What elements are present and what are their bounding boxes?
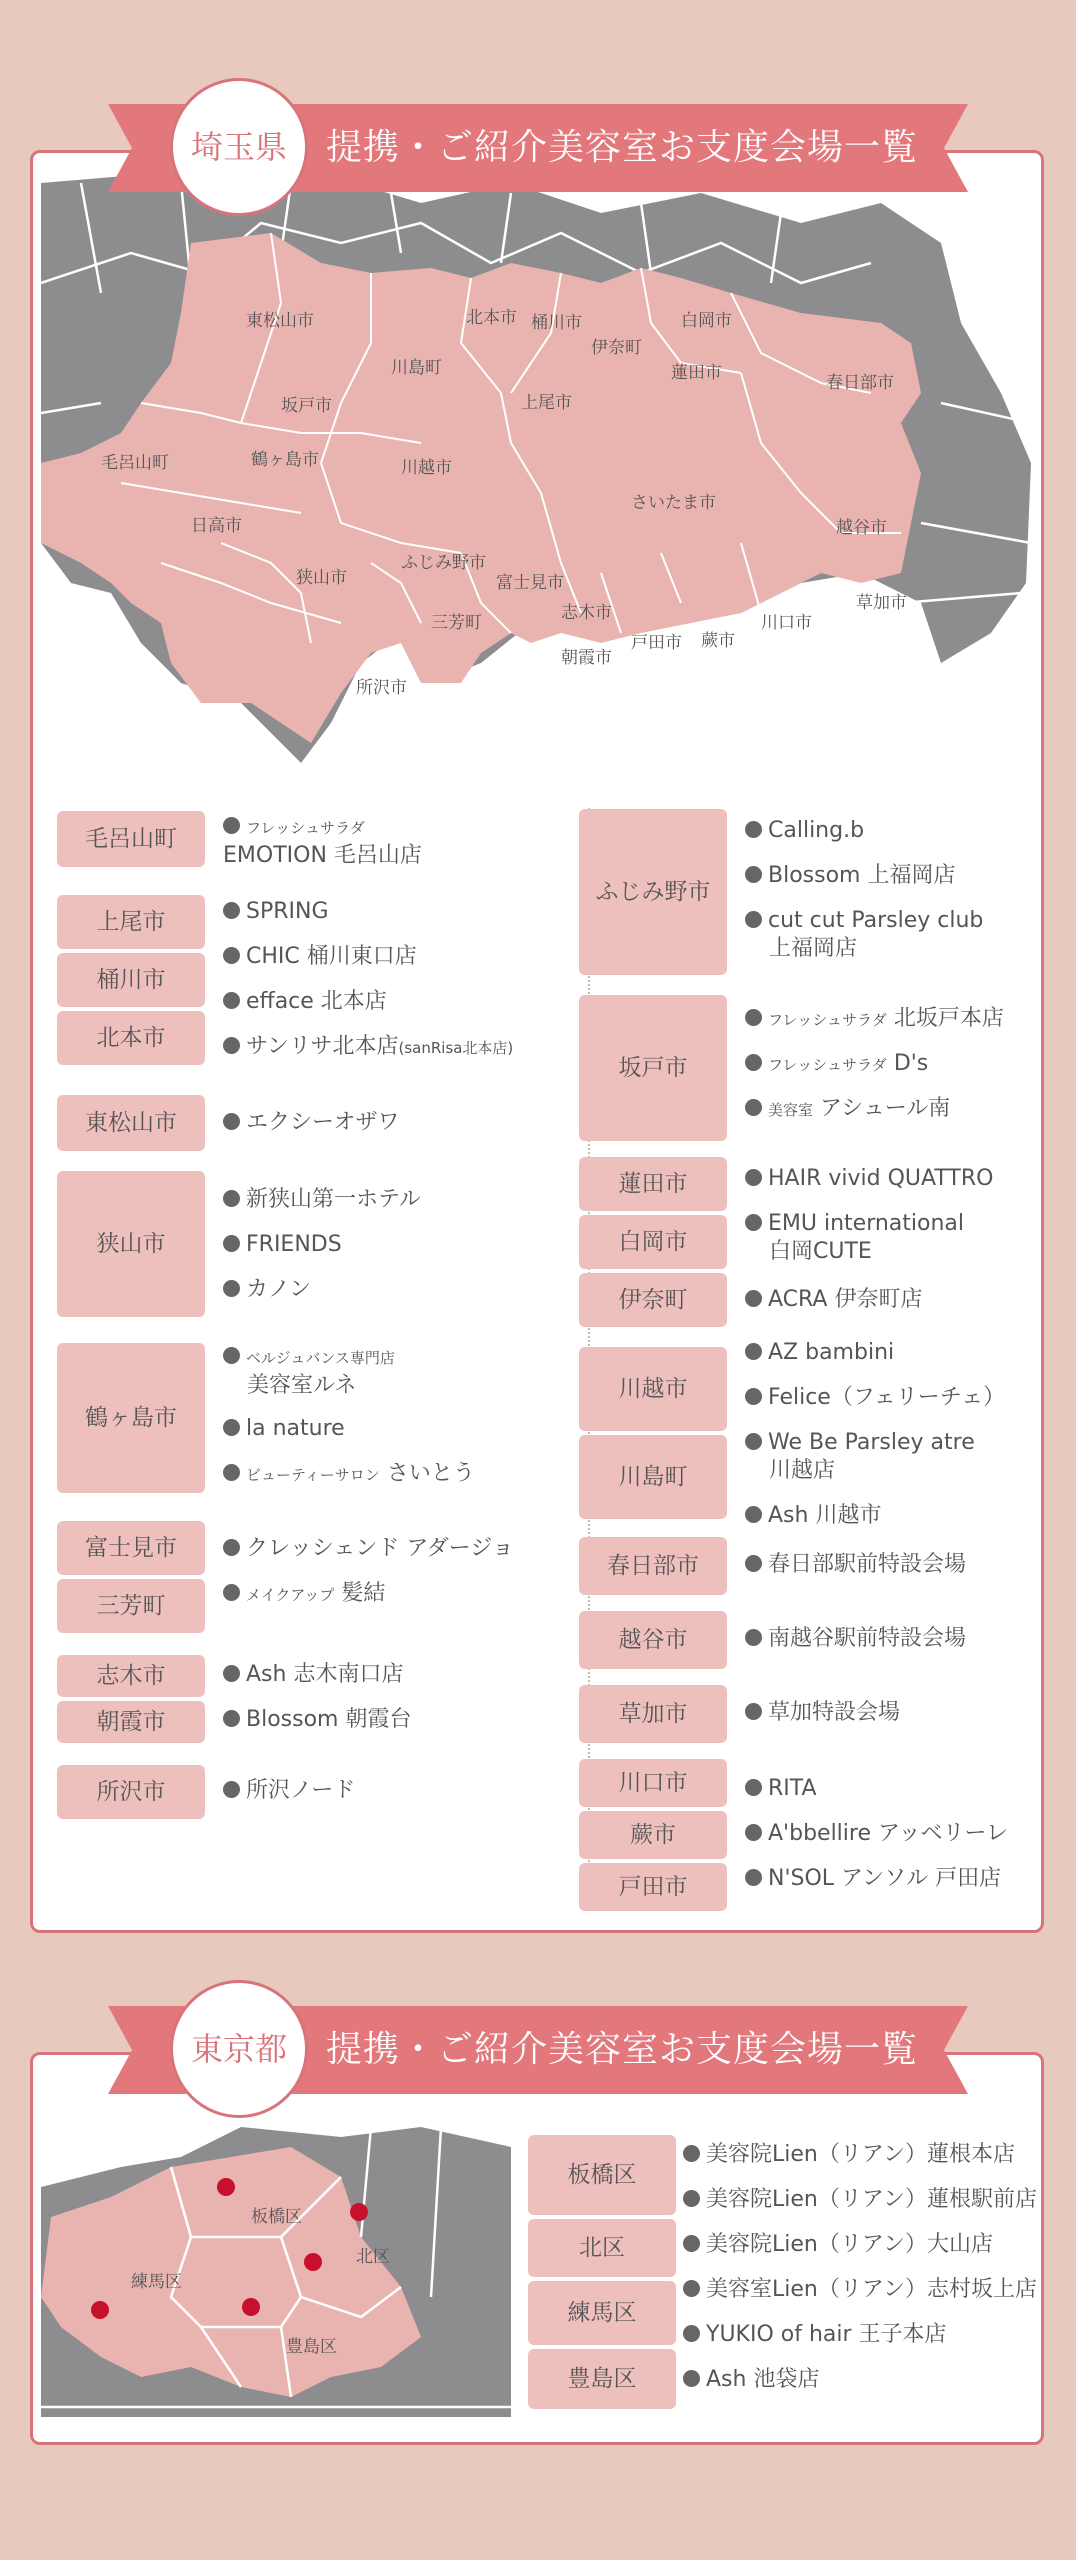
area-box-toda (579, 1863, 727, 1911)
area-box-toshima (528, 2349, 676, 2409)
area-box-kitamoto (57, 1011, 205, 1065)
shop-name: 美容室Lien（リアン）志村坂上店 (706, 2277, 1037, 2302)
area-box-higashimatsuyama (57, 1095, 205, 1151)
shop-name: cut cut Parsley club (768, 908, 984, 933)
shop-name: エクシーオザワ (246, 1110, 400, 1135)
map-label-koshigaya: 越谷市 (836, 518, 887, 538)
shop-name: 美容院Lien（リアン）蓮根本店 (706, 2142, 1015, 2167)
shop-entry[interactable] (223, 898, 329, 926)
bullet-icon (683, 2145, 700, 2162)
map-label-higashimatsuyama: 東松山市 (246, 311, 314, 331)
area-box-tokorozawa (57, 1765, 205, 1819)
bullet-icon (745, 1824, 762, 1841)
shop-name: AZ bambini (768, 1340, 895, 1365)
shop-name: Calling.b (768, 818, 865, 843)
area-box-kawajima (579, 1435, 727, 1519)
area-label: 越谷市 (618, 1627, 688, 1653)
area-label: 朝霞市 (96, 1709, 166, 1735)
shop-name: クレッシェンド アダージョ (246, 1536, 514, 1561)
map-label-fujimi: 富士見市 (496, 573, 564, 593)
bullet-icon (745, 1214, 762, 1231)
bullet-icon (745, 1703, 762, 1720)
tokyo-badge: 東京都 (170, 1980, 308, 2118)
map-label-ina: 伊奈町 (591, 338, 642, 358)
shop-entry[interactable] (745, 1502, 881, 1530)
area-box-sakado (579, 995, 727, 1141)
area-label: 所沢市 (96, 1779, 166, 1805)
map-label-miyoshi: 三芳町 (431, 613, 482, 633)
area-box-ina (579, 1273, 727, 1327)
shop-entry[interactable] (223, 1706, 411, 1734)
bullet-icon (223, 1280, 240, 1297)
location-marker[interactable] (350, 2203, 368, 2221)
shop-name-cont: 上福岡店 (769, 936, 858, 961)
bullet-icon (223, 902, 240, 919)
area-box-asaka (57, 1701, 205, 1743)
area-label: 春日部市 (607, 1553, 699, 1579)
area-box-warabi (579, 1811, 727, 1859)
shop-entry[interactable] (745, 1384, 1005, 1412)
shop-name: さいとう (386, 1461, 475, 1486)
area-box-kita (528, 2219, 676, 2277)
bullet-icon (745, 1555, 762, 1572)
map-label-soka: 草加市 (856, 593, 907, 613)
shop-name: 北坂戸本店 (893, 1006, 1004, 1031)
area-label: 蓮田市 (618, 1171, 688, 1197)
shop-name: EMOTION 毛呂山店 (223, 843, 422, 868)
map-label-nerima: 練馬区 (131, 2272, 182, 2292)
shop-name-cont: 白岡CUTE (769, 1239, 872, 1264)
shop-entry[interactable] (683, 2276, 1037, 2304)
area-box-moroyama (57, 811, 205, 867)
area-label: 東松山市 (85, 1110, 177, 1136)
area-label: 北本市 (96, 1025, 166, 1051)
tokyo-section (30, 2052, 1044, 2445)
saitama-banner (108, 104, 968, 192)
bullet-icon (683, 2235, 700, 2252)
shop-entry[interactable] (745, 1005, 1004, 1034)
saitama-map-svg (41, 163, 1036, 763)
map-label-toshima: 豊島区 (286, 2337, 337, 2357)
shop-name: Ash 池袋店 (706, 2367, 820, 2392)
bullet-icon (745, 1869, 762, 1886)
bullet-icon (223, 1710, 240, 1727)
map-label-fujimino: ふじみ野市 (401, 553, 486, 573)
bullet-icon (223, 1113, 240, 1130)
map-label-itabashi: 板橋区 (251, 2207, 302, 2227)
bullet-icon (745, 821, 762, 838)
area-label: 坂戸市 (618, 1055, 688, 1081)
shop-entry[interactable] (745, 1865, 1001, 1893)
shop-entry[interactable] (745, 1210, 964, 1266)
shop-entry[interactable] (223, 1033, 513, 1062)
bullet-icon (745, 1169, 762, 1186)
bullet-icon (745, 1054, 762, 1071)
area-box-tsurugashima (57, 1343, 205, 1493)
bullet-icon (223, 1665, 240, 1682)
shop-entry[interactable] (745, 1429, 975, 1485)
shop-name: 南越谷駅前特設会場 (768, 1626, 967, 1651)
bullet-icon (683, 2370, 700, 2387)
shop-name: カノン (246, 1277, 312, 1302)
shop-entry[interactable] (683, 2321, 947, 2349)
area-box-koshigaya (579, 1611, 727, 1669)
shop-entry[interactable] (223, 813, 422, 870)
shop-entry[interactable] (745, 817, 864, 845)
shop-entry[interactable] (745, 907, 983, 963)
shop-name: CHIC 桶川東口店 (246, 944, 417, 969)
shop-name: A'bbellire アッベリーレ (768, 1821, 1009, 1846)
area-label: 草加市 (618, 1701, 688, 1727)
shop-name: Ash 志木南口店 (246, 1662, 404, 1687)
bullet-icon (223, 817, 240, 834)
map-label-kitamoto: 北本市 (466, 308, 517, 328)
shop-entry[interactable] (745, 1820, 1008, 1848)
map-label-kawajima: 川島町 (391, 358, 442, 378)
shop-name: 美容院Lien（リアン）大山店 (706, 2232, 993, 2257)
area-box-kawaguchi (579, 1759, 727, 1807)
area-box-shiki (57, 1655, 205, 1697)
map-label-okegawa: 桶川市 (531, 313, 582, 333)
shop-name-cont: 川越店 (769, 1458, 836, 1483)
area-box-fujimino (579, 809, 727, 975)
bullet-icon (223, 1781, 240, 1798)
area-box-ageo (57, 895, 205, 949)
shop-entry[interactable] (683, 2186, 1037, 2214)
shop-name: 春日部駅前特設会場 (768, 1552, 967, 1577)
shop-entry[interactable] (745, 1551, 966, 1579)
shop-entry[interactable] (745, 862, 955, 890)
shop-entry[interactable] (745, 1165, 993, 1193)
shop-entry[interactable] (745, 1286, 922, 1314)
bullet-icon (683, 2280, 700, 2297)
bullet-icon (745, 911, 762, 928)
bullet-icon (223, 1235, 240, 1252)
saitama-map (41, 163, 1036, 763)
location-marker[interactable] (304, 2253, 322, 2271)
shop-name: 髪結 (341, 1581, 386, 1606)
map-label-sakado: 坂戸市 (281, 396, 332, 416)
area-box-soka (579, 1685, 727, 1743)
bullet-icon (223, 1539, 240, 1556)
shop-entry[interactable] (745, 1050, 928, 1079)
bullet-icon (745, 1433, 762, 1450)
map-label-shiraoka: 白岡市 (681, 311, 732, 331)
area-box-shiraoka (579, 1215, 727, 1269)
shop-prefix: フレッシュサラダ (768, 1011, 887, 1029)
shop-name: FRIENDS (246, 1232, 342, 1257)
area-box-fujimi (57, 1521, 205, 1575)
map-label-saitama: さいたま市 (631, 493, 716, 513)
area-box-hasuda (579, 1157, 727, 1211)
shop-entry[interactable] (745, 1095, 950, 1124)
map-label-hidaka: 日高市 (191, 516, 242, 536)
area-label: 豊島区 (567, 2366, 637, 2392)
bullet-icon (223, 1347, 240, 1364)
shop-name: 所沢ノード (246, 1778, 356, 1803)
bullet-icon (223, 947, 240, 964)
area-label: 富士見市 (85, 1535, 177, 1561)
bullet-icon (683, 2190, 700, 2207)
area-label: 毛呂山町 (85, 826, 177, 852)
shop-entry[interactable] (683, 2141, 1015, 2169)
area-box-kawagoe (579, 1347, 727, 1431)
shop-entry[interactable] (223, 1661, 403, 1689)
area-label: 上尾市 (96, 909, 166, 935)
map-label-toda: 戸田市 (631, 633, 682, 653)
shop-name: 美容室ルネ (247, 1373, 357, 1398)
shop-name: HAIR vivid QUATTRO (768, 1166, 994, 1191)
shop-name: サンリサ北本店 (246, 1034, 399, 1059)
shop-name: 草加特設会場 (768, 1700, 901, 1725)
location-marker[interactable] (91, 2301, 109, 2319)
bullet-icon (745, 866, 762, 883)
map-label-shiki: 志木市 (561, 603, 612, 623)
shop-name: ACRA 伊奈町店 (768, 1287, 923, 1312)
area-label: 北区 (579, 2235, 625, 2261)
shop-entry[interactable] (745, 1699, 900, 1727)
shop-name: Felice（フェリーチェ） (768, 1385, 1006, 1410)
bullet-icon (745, 1099, 762, 1116)
tokyo-title: 提携・ご紹介美容室お支度会場一覧 (326, 2029, 919, 2070)
bullet-icon (223, 992, 240, 1009)
bullet-icon (745, 1506, 762, 1523)
shop-entry[interactable] (745, 1775, 817, 1803)
tokyo-map (41, 2127, 511, 2427)
shop-name: 美容院Lien（リアン）蓮根駅前店 (706, 2187, 1037, 2212)
shop-entry[interactable] (223, 1343, 395, 1400)
area-label: 練馬区 (567, 2300, 637, 2326)
shop-entry[interactable] (223, 1109, 400, 1137)
saitama-section (30, 150, 1044, 1933)
shop-entry[interactable] (223, 1186, 421, 1214)
area-label: 戸田市 (618, 1874, 688, 1900)
area-label: 桶川市 (96, 967, 166, 993)
shop-entry[interactable] (223, 943, 417, 971)
shop-name: EMU international (768, 1211, 965, 1236)
location-marker[interactable] (217, 2178, 235, 2196)
map-label-kawaguchi: 川口市 (761, 613, 812, 633)
bullet-icon (745, 1779, 762, 1796)
shop-name: SPRING (246, 899, 329, 924)
map-label-tokorozawa: 所沢市 (356, 678, 407, 698)
map-label-kasukabe: 春日部市 (826, 373, 894, 393)
area-label: 蕨市 (630, 1822, 676, 1848)
shop-entry[interactable] (223, 988, 387, 1016)
saitama-badge: 埼玉県 (170, 78, 308, 216)
shop-prefix: メイクアップ (246, 1586, 335, 1604)
location-marker[interactable] (242, 2298, 260, 2316)
shop-name: D's (893, 1051, 929, 1076)
shop-entry[interactable] (223, 1460, 475, 1489)
shop-name: Ash 川越市 (768, 1503, 882, 1528)
map-label-tsurugashima: 鶴ヶ島市 (251, 450, 319, 470)
area-label: 伊奈町 (618, 1287, 688, 1313)
area-label: 川口市 (618, 1770, 688, 1796)
shop-prefix: ビューティーサロン (246, 1466, 380, 1484)
shop-name: 新狭山第一ホテル (246, 1187, 421, 1212)
map-label-kita: 北区 (356, 2247, 390, 2267)
bullet-icon (745, 1009, 762, 1026)
bullet-icon (223, 1190, 240, 1207)
area-box-nerima (528, 2281, 676, 2345)
area-label: 川島町 (618, 1464, 688, 1490)
shop-entry[interactable] (223, 1580, 385, 1609)
map-label-asaka: 朝霞市 (561, 648, 612, 668)
shop-name: アシュール南 (820, 1096, 951, 1121)
shop-prefix: フレッシュサラダ (768, 1056, 887, 1074)
bullet-icon (223, 1584, 240, 1601)
map-label-warabi: 蕨市 (701, 631, 735, 651)
shop-entry[interactable] (745, 1625, 966, 1653)
area-label: 志木市 (96, 1663, 166, 1689)
shop-prefix: フレッシュサラダ (246, 819, 365, 837)
area-label: 川越市 (618, 1376, 688, 1402)
saitama-title: 提携・ご紹介美容室お支度会場一覧 (326, 127, 919, 168)
map-label-moroyama: 毛呂山町 (101, 453, 169, 473)
shop-name: la nature (246, 1416, 345, 1441)
area-label: 板橋区 (567, 2162, 637, 2188)
shop-name: efface 北本店 (246, 989, 387, 1014)
tokyo-map-svg (41, 2127, 511, 2427)
shop-name: YUKIO of hair 王子本店 (706, 2322, 947, 2347)
bullet-icon (745, 1629, 762, 1646)
area-box-miyoshi (57, 1579, 205, 1633)
shop-prefix: 美容室 (768, 1101, 814, 1119)
map-label-kawagoe: 川越市 (401, 458, 452, 478)
shop-note: (sanRisa北本店) (398, 1039, 514, 1057)
area-label: 鶴ヶ島市 (85, 1405, 177, 1431)
tokyo-banner (108, 2006, 968, 2094)
shop-entry[interactable] (223, 1777, 355, 1805)
shop-name: RITA (768, 1776, 817, 1801)
bullet-icon (223, 1419, 240, 1436)
bullet-icon (223, 1464, 240, 1481)
shop-name: Blossom 朝霞台 (246, 1707, 412, 1732)
shop-name: N'SOL アンソル 戸田店 (768, 1866, 1002, 1891)
shop-prefix: ベルジュバンス専門店 (246, 1349, 395, 1367)
area-box-kasukabe (579, 1537, 727, 1595)
bullet-icon (745, 1290, 762, 1307)
shop-entry[interactable] (683, 2366, 819, 2394)
bullet-icon (683, 2325, 700, 2342)
shop-entry[interactable] (223, 1415, 345, 1443)
map-label-hasuda: 蓮田市 (671, 363, 722, 383)
bullet-icon (223, 1037, 240, 1054)
map-label-ageo: 上尾市 (521, 393, 572, 413)
shop-entry[interactable] (683, 2231, 993, 2259)
area-label: ふじみ野市 (595, 879, 711, 905)
area-box-itabashi (528, 2135, 676, 2215)
map-label-sayama: 狭山市 (296, 568, 347, 588)
area-label: 狭山市 (96, 1231, 166, 1257)
bullet-icon (745, 1343, 762, 1360)
shop-entry[interactable] (223, 1231, 342, 1259)
bullet-icon (745, 1388, 762, 1405)
area-label: 三芳町 (96, 1593, 166, 1619)
shop-name: We Be Parsley atre (768, 1430, 975, 1455)
shop-entry[interactable] (223, 1535, 514, 1563)
area-label: 白岡市 (618, 1229, 688, 1255)
shop-entry[interactable] (745, 1339, 894, 1367)
area-box-sayama (57, 1171, 205, 1317)
shop-entry[interactable] (223, 1276, 311, 1304)
area-box-okegawa (57, 953, 205, 1007)
shop-name: Blossom 上福岡店 (768, 863, 956, 888)
